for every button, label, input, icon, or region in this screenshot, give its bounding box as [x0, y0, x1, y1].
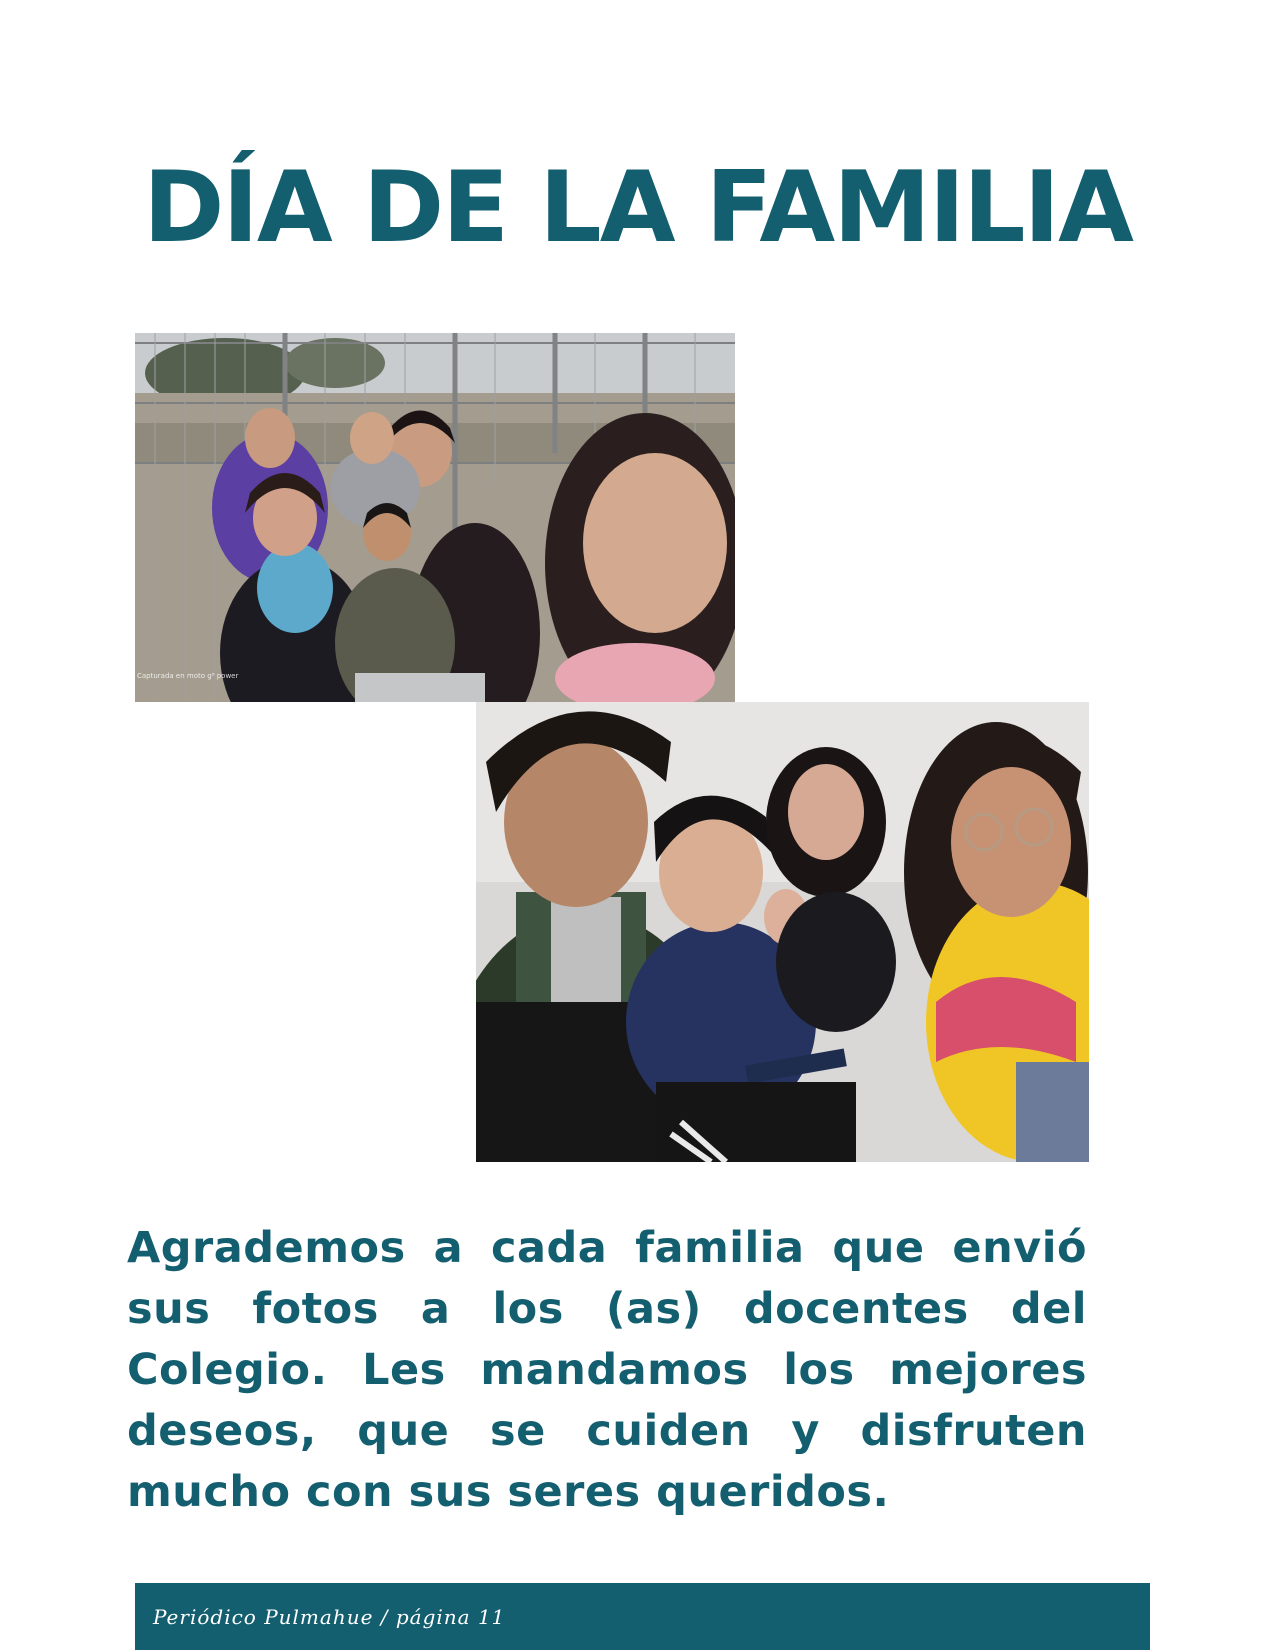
family-photo-indoor — [476, 702, 1089, 1162]
footer-bar — [135, 1583, 1150, 1650]
footer-page-label: Periódico Pulmahue / página 11 — [153, 1605, 506, 1629]
family-photo-outdoor — [135, 333, 735, 702]
page-title: DÍA DE LA FAMILIA — [143, 151, 1132, 265]
photo-watermark: Capturada en moto g⁸ power — [137, 672, 239, 680]
thank-you-message: Agrademos a cada familia que envió sus fotos a los (as) docentes del Colegio. Les mandamos los mejores deseos, que se cuiden y disfruten mucho con sus seres queridos. — [127, 1223, 1087, 1517]
